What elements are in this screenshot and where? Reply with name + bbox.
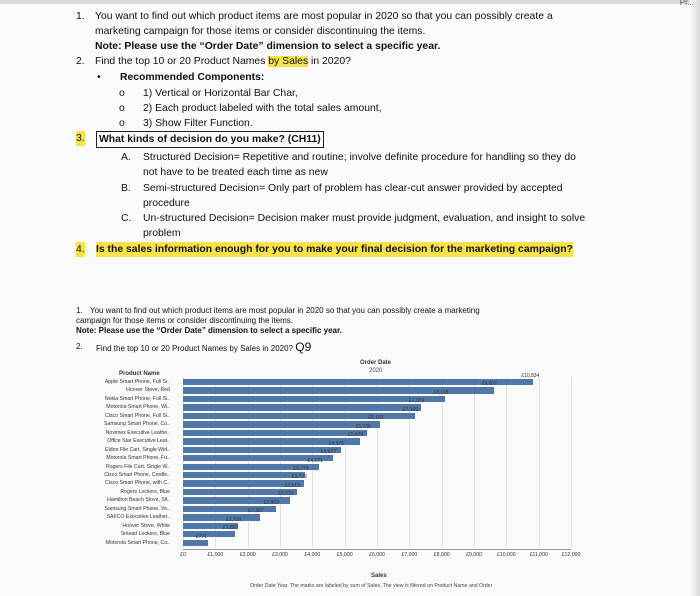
x-gridline <box>377 377 378 548</box>
chart-footnote: Order Date Year. The marks are labeled by sum of Sales. The view is filtered on Product Name and Order <box>250 583 493 589</box>
value-label: £3,729 <box>291 474 307 481</box>
q2-number: 2. <box>76 56 85 67</box>
category-label: Motorola Smart Phone, Wi.. <box>106 404 170 411</box>
category-label: Cisco Smart Phone, Cordle.. <box>104 471 170 478</box>
x-gridline <box>506 377 507 548</box>
category-label: Cisco Smart Phone, Full Si.. <box>105 412 170 419</box>
category-header: Product Name <box>119 371 160 377</box>
value-label: £5,476 <box>348 432 364 439</box>
category-label: Samsung Smart Phone, Vo.. <box>104 505 170 512</box>
q2-text-pre: Find the top 10 or 20 Product Names <box>95 56 269 67</box>
q2-text-post: in 2020? <box>308 56 351 67</box>
q3-c-line1: Un-structured Decision= Decision maker must provide judgment, evaluation, and insight to solve <box>143 213 586 224</box>
q3-a-line1: Structured Decision= Repetitive and routine; involve definite procedure for handling so they do <box>143 152 576 163</box>
bar <box>183 404 421 410</box>
q3-c-line2: problem <box>143 228 181 239</box>
category-label: Cisco Smart Phone, with C.. <box>105 480 170 487</box>
q3-a-letter: A. <box>121 152 131 163</box>
value-label: £1,700 <box>225 516 242 523</box>
category-label: Eldon File Cart, Single Wid.. <box>105 446 170 453</box>
lower-q2-tag: Q9 <box>295 340 312 354</box>
q3-b-line2: procedure <box>143 198 190 209</box>
value-label: £7,169 <box>402 406 419 413</box>
x-gridline <box>442 377 443 548</box>
x-tick-label: £9,000 <box>466 552 482 558</box>
x-tick-label: £12,000 <box>561 552 581 558</box>
lower-q1-line1: You want to find out which product items are most popular in 2020 so that you can possibly create a marketing <box>90 306 480 315</box>
q2-highlight: by Sales <box>268 56 309 67</box>
value-label: £2,387 <box>248 508 264 515</box>
chart-title: Order Date <box>360 360 392 366</box>
bar <box>183 421 380 427</box>
rec-item-1-bullet: o <box>119 88 125 99</box>
category-label: Rogers Lockers, Blue <box>120 488 170 495</box>
lower-q1-line2: campaign for those items or consider discontinuing the items. <box>76 316 293 325</box>
x-tick-label: £11,000 <box>529 552 548 558</box>
bar <box>183 472 305 478</box>
x-tick-label: £8,000 <box>433 552 450 558</box>
q3-number: 3. <box>76 131 85 146</box>
value-label: £3,513 <box>284 482 300 489</box>
q3-a-line2: not have to be treated each time as new <box>143 167 328 178</box>
q1-line1: You want to find out which product items are most popular in 2020 so that you can possibly create a <box>95 11 553 22</box>
q3-b-line1: Semi-structured Decision= Only part of problem has clear-cut answer provided by accepted <box>143 183 563 194</box>
x-tick-label: £2,000 <box>239 552 256 558</box>
q1-note: Note: Please use the “Order Date” dimension to select a specific year. <box>95 41 441 52</box>
lower-q1-note: Note: Please use the “Order Date” dimension to select a specific year. <box>76 326 342 335</box>
q1-line2: marketing campaign for those items or consider discontinuing the items. <box>95 26 426 37</box>
category-label: Smead Lockers, Blue <box>120 531 170 538</box>
category-label: Rogers File Cart, Single W.. <box>106 463 170 470</box>
page-right-edge <box>690 0 700 596</box>
q3-c-letter: C. <box>121 213 132 224</box>
rec-item-2: 2) Each product labeled with the total sales amount, <box>143 103 382 114</box>
category-label: Hoover Stove, Red <box>126 387 170 394</box>
q3-text: What kinds of decision do you make? (CH11) <box>96 131 324 148</box>
category-label: Nokia Smart Phone, Full Si.. <box>104 395 170 402</box>
category-label: Samsung Smart Phone, Co.. <box>103 421 170 428</box>
value-label: £10,834 <box>521 373 540 379</box>
rec-item-2-bullet: o <box>119 103 125 114</box>
bar <box>183 430 367 436</box>
bar <box>183 447 341 453</box>
rec-item-3: 3) Show Filter Function. <box>143 118 253 129</box>
category-label: Hoover Stove, White <box>122 522 170 529</box>
rec-title: Recommended Components: <box>120 72 265 83</box>
x-axis-label: Sales <box>371 573 387 579</box>
category-label: Hamilton Beach Stove, Sil.. <box>107 497 170 504</box>
x-tick-label: £1,000 <box>207 552 224 558</box>
value-label: £2,863 <box>263 499 279 506</box>
x-gridline <box>474 377 475 548</box>
x-tick-label: £10,000 <box>496 552 516 558</box>
value-label: £3,313 <box>278 491 294 498</box>
value-label: £1,607 <box>222 525 239 532</box>
q3-b-letter: B. <box>121 183 131 194</box>
q4-text: Is the sales information enough for you to make your final decision for the marketing campaign? <box>96 242 573 257</box>
value-label: £4,627 <box>320 449 336 456</box>
x-gridline <box>571 377 572 548</box>
q4-number: 4. <box>76 242 85 257</box>
lower-q1-number: 1. <box>76 306 83 315</box>
x-tick-label: £7,000 <box>401 552 418 558</box>
category-label: Office Star Executive Leat.. <box>107 438 170 445</box>
value-label: £771 <box>195 533 208 540</box>
value-label: £4,221 <box>307 457 323 464</box>
category-label: SAFCO Executive Leather.. <box>106 514 170 521</box>
value-label: £4,876 <box>328 440 344 447</box>
x-tick-label: £0 <box>180 552 186 558</box>
value-label: £8,118 <box>433 389 449 396</box>
x-gridline <box>280 377 281 548</box>
q1-number: 1. <box>76 11 85 22</box>
value-label: £9,607 <box>481 381 497 388</box>
category-label: Motorola Smart Phone, Fu.. <box>106 455 170 462</box>
x-gridline <box>539 377 540 548</box>
rec-item-1: 1) Vertical or Horizontal Bar Char, <box>143 88 298 99</box>
category-label: Novimex Executive Leathe.. <box>105 429 170 436</box>
category-label: Motorola Smart Phone, Co.. <box>105 539 170 546</box>
x-tick-label: £3,000 <box>272 552 288 558</box>
x-tick-label: £5,000 <box>336 552 353 558</box>
value-label: £6,102 <box>368 415 384 422</box>
value-label: £5,706 <box>355 423 371 430</box>
lower-q2-number: 2. <box>76 342 83 351</box>
corner-text: Pr... <box>679 0 694 7</box>
x-axis-line <box>183 549 571 550</box>
value-label: £3,779 <box>293 465 309 472</box>
value-label: £7,359 <box>408 398 425 405</box>
rec-item-3-bullet: o <box>119 118 125 129</box>
chart-subtitle: 2020 <box>369 368 383 374</box>
lower-q2-text: Find the top 10 or 20 Product Names by Sales in 2020? <box>96 344 294 353</box>
x-tick-label: £4,000 <box>304 552 321 558</box>
bar <box>183 396 445 402</box>
x-gridline <box>248 377 249 548</box>
rec-bullet: • <box>97 72 101 83</box>
x-gridline <box>345 377 346 548</box>
x-tick-label: £6,000 <box>369 552 385 558</box>
category-label: Apple Smart Phone, Full Si.. <box>104 379 170 385</box>
